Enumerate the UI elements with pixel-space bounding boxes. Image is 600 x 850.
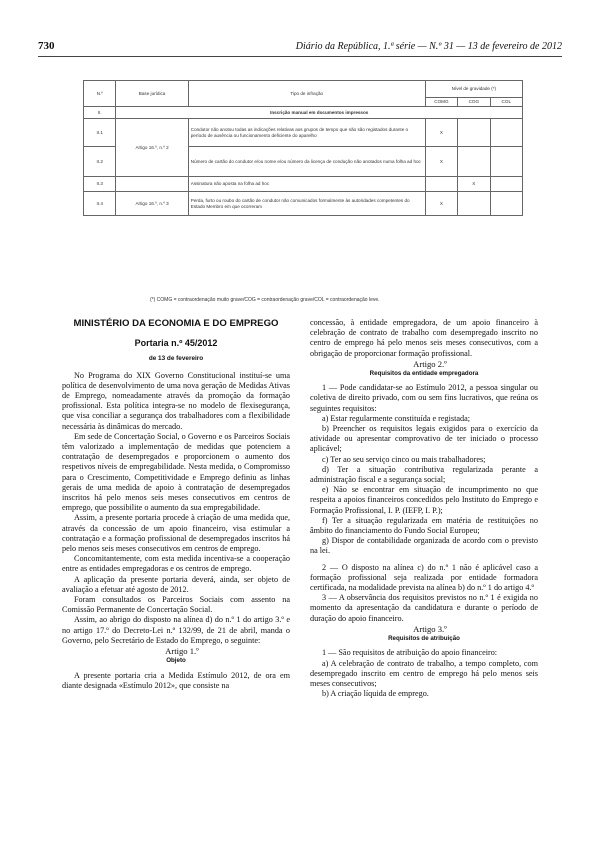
row-num: II.3 (84, 177, 116, 192)
header-nivel: Nível de gravidade (*) (425, 81, 522, 98)
paragraph: Assim, ao abrigo do disposto na alínea d) do n.º 1 do artigo 3.º e no artigo 17.º do Decreto-Lei n.º 132/99, de 21 de abril, manda o Governo, pelo Secretário de Estado do Emprego, o seguinte: (62, 615, 290, 645)
row-base (116, 177, 188, 192)
list-item: d) Ter a situação contributiva regularizada perante a administração fiscal e a segurança social; (310, 464, 538, 485)
row-comg: X (425, 119, 457, 147)
paragraph: 1 — São requisitos de atribuição do apoio financeiro: (322, 648, 498, 658)
row-num: II.2 (84, 147, 116, 177)
journal-title: Diário da República, 1.ª série — N.º 31 — 13 de fevereiro de 2012 (295, 41, 562, 52)
row-text: Perda, furto ou roubo do cartão de condutor não comunicados formalmente às autoridades competentes do Estado Membro em que ocorreram (188, 192, 425, 216)
header-num: N.º (84, 81, 116, 107)
paragraph: A presente portaria cria a Medida Estímulo 2012, de ora em diante designada «Estímulo 2012», que consiste na (62, 670, 290, 690)
list-item: g) Dispor de contabilidade organizada de acordo com o previsto na lei. (310, 536, 538, 556)
header-tipo: Tipo de infração (188, 81, 425, 107)
list-item: a) Estar regularmente constituída e registada; (322, 413, 470, 423)
header-cog: COG (458, 98, 490, 107)
list-item: b) A criação líquida de emprego. (322, 689, 429, 699)
paragraph: A aplicação da presente portaria deverá, ainda, ser objeto de avaliação a efetuar até agosto de 2012. (62, 574, 290, 594)
article-subheading: Requisitos de atribuição (388, 635, 460, 643)
row-num: II.1 (84, 119, 116, 147)
header-base: Base jurídica (116, 81, 188, 107)
row-cog: X (458, 177, 490, 192)
row-text: Condutor não anotou todas as indicações relativas aos grupos de tempo que não são registados durante o período de ausência ou funcionamento deficiente do aparelho (188, 119, 425, 147)
row-col (490, 119, 522, 147)
right-column (310, 318, 538, 699)
portaria-title: Portaria n.º 45/2012 (134, 338, 218, 349)
list-item: b) Preencher os requisitos legais exigidos para o exercício da atividade ou apresentar comprovativo de ter iniciado o processo aplicável; (310, 424, 538, 454)
article-subheading: Objeto (166, 657, 186, 665)
header-comg: COMG (425, 98, 457, 107)
paragraph: Foram consultados os Parceiros Sociais com assento na Comissão Permanente de Concertação Social. (62, 595, 290, 615)
section-num: II. (84, 107, 116, 119)
row-cog (458, 147, 490, 177)
ministry-title: MINISTÉRIO DA ECONOMIA E DO EMPREGO (73, 318, 279, 329)
header-rule (38, 56, 562, 57)
paragraph: 3 — A observância dos requisitos previstos no n.º 1 é exigida no momento da apresentação da candidatura e durante o período de duração do apoio financeiro. (310, 593, 538, 623)
page-number: 730 (38, 40, 55, 52)
row-col (490, 147, 522, 177)
list-item: e) Não se encontrar em situação de incumprimento no que respeita a apoios financeiros concedidos pelo Instituto do Emprego e Formação Profissional, I. P. (IEFP, I. P.); (310, 485, 538, 515)
table-row (84, 192, 523, 216)
row-text: Assinatura não aposta na folha ad hoc (188, 177, 425, 192)
paragraph: Em sede de Concertação Social, o Governo e os Parceiros Sociais têm valorizado a implementação de medidas que potenciem a contratação de desempregados e proporcionem o aumento dos respetivos níveis de empregabilidade. Nesta medida, o Compromisso para o Crescimento, Competitividade e Emprego definiu as linhas gerais de uma medida de apoio à contratação de desempregados inscritos há pelo menos seis meses consecutivos em centros de emprego, que possibilite o aumento da sua empregabilidade. (62, 431, 290, 513)
list-item: a) A celebração de contrato de trabalho, a tempo completo, com desempregado inscrito em centro de emprego há pelo menos seis meses consecutivos; (310, 658, 538, 688)
row-cog (458, 119, 490, 147)
article-heading: Artigo 3.º (413, 623, 447, 634)
article-heading: Artigo 2.º (413, 358, 447, 369)
portaria-date: de 13 de fevereiro (148, 355, 204, 363)
row-base: Artigo 16.º, n.º 3 (116, 192, 188, 216)
paragraph: Concomitantemente, com esta medida incentiva-se a cooperação entre as entidades empregadoras e os centros de emprego. (62, 554, 290, 574)
table-footnote: (*) COMG = contraordenação muito grave/COG = contraordenação grave/COL = contraordenação leve. (150, 297, 380, 303)
table-row (84, 119, 523, 147)
paragraph: Assim, a presente portaria procede à criação de uma medida que, através da concessão de um apoio financeiro, visa estimular a contratação e a formação profissional de desempregados inscritos há pelo menos seis meses consecutivos em centros de emprego. (62, 513, 290, 554)
paragraph: 1 — Pode candidatar-se ao Estímulo 2012, a pessoa singular ou coletiva de direito privado, com ou sem fins lucrativos, que reúna os seguintes requisitos: (310, 383, 538, 413)
table-section-row (84, 107, 523, 119)
list-item: f) Ter a situação regularizada em matéria de restituições no âmbito do financiamento do Fundo Social Europeu; (310, 515, 538, 536)
paragraph: No Programa do XIX Governo Constitucional instituí-se uma política de desenvolvimento de uma nova geração de Medidas Ativas de Emprego, nomeadamente através da promoção da formação profissional. Esta política integra-se no modelo de flexisegurança, que visa conciliar a segurança dos trabalhadores com a flexibilidade necessária às dinâmicas do mercado. (62, 370, 290, 431)
row-num: II.4 (84, 192, 116, 216)
section-label: Inscrição manual em documentos impressos (116, 107, 523, 119)
list-item: c) Ter ao seu serviço cinco ou mais trabalhadores; (322, 454, 486, 464)
page-header (38, 40, 562, 54)
article-subheading: Requisitos da entidade empregadora (369, 370, 479, 378)
table-row (84, 177, 523, 192)
row-col (490, 177, 522, 192)
row-comg: X (425, 192, 457, 216)
row-cog (458, 192, 490, 216)
header-col: COL (490, 98, 522, 107)
article-heading: Artigo 1.º (165, 646, 199, 657)
row-comg (425, 177, 457, 192)
row-text: Número de cartão do condutor e/ou nome e/ou número da licença de condução não anotados numa folha ad hoc (188, 147, 425, 177)
row-col (490, 192, 522, 216)
row-comg: X (425, 147, 457, 177)
row-base: Artigo 16.º, n.º 2 (116, 119, 188, 177)
infractions-table (83, 80, 523, 216)
paragraph: 2 — O disposto na alínea c) do n.º 1 não é aplicável caso a formação profissional seja realizada por entidade formadora certificada, na modalidade prevista na alínea b) do n.º 1 do artigo 4.º (310, 562, 538, 593)
table-header-row (84, 81, 523, 98)
left-column (62, 318, 290, 691)
paragraph: concessão, à entidade empregadora, de um apoio financeiro à celebração de contrato de trabalho com desempregado inscrito no centro de emprego há pelo menos seis meses consecutivos, com a obrigação de proporcionar formação profissional. (310, 318, 538, 358)
